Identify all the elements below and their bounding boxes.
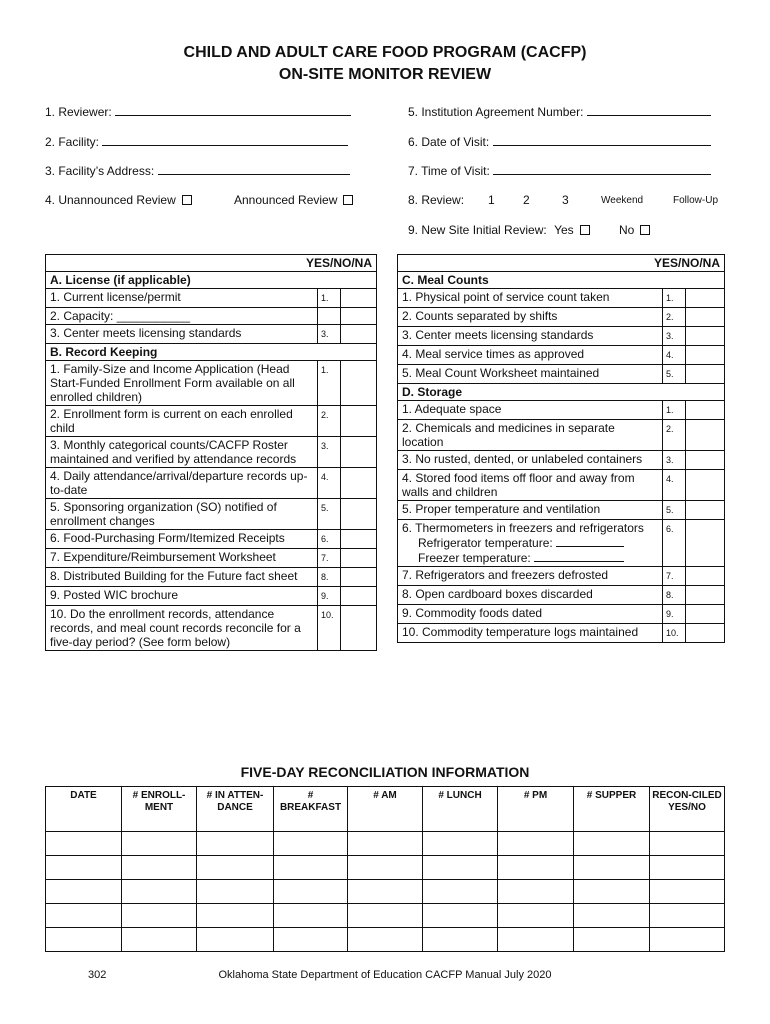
table-cell[interactable] xyxy=(574,880,650,904)
item-number xyxy=(318,308,341,325)
page-subtitle: ON-SITE MONITOR REVIEW xyxy=(278,66,492,83)
item-number: 4. xyxy=(663,346,686,365)
announced-label: Announced Review xyxy=(234,193,338,207)
item-text: 1. Family-Size and Income Application (Head Start-Funded Enrollment Form available on all enrolled children) xyxy=(46,361,318,406)
item-number: 2. xyxy=(318,406,341,437)
reviewer-label: 1. Reviewer: xyxy=(45,105,112,119)
new-site-label: 9. New Site Initial Review: xyxy=(408,223,547,237)
item-number: 7. xyxy=(318,549,341,568)
table-cell[interactable] xyxy=(498,856,574,880)
refrigerator-temp-blank[interactable] xyxy=(556,535,624,547)
table-cell[interactable] xyxy=(122,856,197,880)
new-site-yes-checkbox[interactable] xyxy=(580,225,590,235)
table-row xyxy=(398,605,725,624)
table-cell[interactable] xyxy=(650,904,725,928)
answer-cell[interactable] xyxy=(341,406,377,437)
item-text: 3. No rusted, dented, or unlabeled containers xyxy=(398,451,663,470)
item-number: 10. xyxy=(663,624,686,643)
item-number: 2. xyxy=(663,420,686,451)
table-row xyxy=(398,346,725,365)
reconciliation-table xyxy=(45,786,725,952)
table-cell[interactable] xyxy=(650,856,725,880)
address-field[interactable] xyxy=(45,163,350,178)
col-supper: # SUPPER xyxy=(574,787,650,832)
item-text: 10. Do the enrollment records, attendance records, and meal count records reconcile for a five-day period? (See form below) xyxy=(46,606,318,651)
table-row xyxy=(46,856,725,880)
table-cell[interactable] xyxy=(423,904,498,928)
table-row xyxy=(398,501,725,520)
table-cell[interactable] xyxy=(498,928,574,952)
freezer-temp-blank[interactable] xyxy=(534,550,624,562)
item-text: 4. Stored food items off floor and away from walls and children xyxy=(398,470,663,501)
table-cell[interactable] xyxy=(650,832,725,856)
table-row xyxy=(398,470,725,501)
table-cell[interactable] xyxy=(122,904,197,928)
answer-cell[interactable] xyxy=(686,401,725,420)
answer-cell[interactable] xyxy=(686,346,725,365)
table-cell[interactable] xyxy=(46,880,122,904)
table-row xyxy=(46,499,377,530)
table-cell[interactable] xyxy=(423,856,498,880)
page-title: CHILD AND ADULT CARE FOOD PROGRAM (CACFP) xyxy=(183,44,587,61)
table-cell[interactable] xyxy=(574,856,650,880)
table-cell[interactable] xyxy=(348,832,423,856)
item-number: 3. xyxy=(318,325,341,344)
item-number: 3. xyxy=(318,437,341,468)
section-c-heading: C. Meal Counts xyxy=(398,272,725,289)
item-text: 2. Enrollment form is current on each enrolled child xyxy=(46,406,318,437)
review-label: 8. Review: xyxy=(408,193,465,207)
table-row xyxy=(46,587,377,606)
item-number: 7. xyxy=(663,567,686,586)
table-row xyxy=(398,520,725,567)
item-number: 1. xyxy=(663,289,686,308)
answer-cell[interactable] xyxy=(341,530,377,549)
table-cell[interactable] xyxy=(197,904,274,928)
table-row xyxy=(398,289,725,308)
agreement-blank[interactable] xyxy=(587,104,711,116)
item-text: 4. Meal service times as approved xyxy=(398,346,663,365)
table-cell[interactable] xyxy=(274,832,348,856)
table-row xyxy=(46,530,377,549)
item-text: 10. Commodity temperature logs maintained xyxy=(398,624,663,643)
table-cell[interactable] xyxy=(46,832,122,856)
col-attendance: # IN ATTEN-DANCE xyxy=(197,787,274,832)
section-d-heading: D. Storage xyxy=(398,384,725,401)
answer-cell[interactable] xyxy=(341,606,377,651)
item-text: 6. Food-Purchasing Form/Itemized Receipts xyxy=(46,530,318,549)
item-number: 4. xyxy=(318,468,341,499)
item-number: 5. xyxy=(318,499,341,530)
item-text: 7. Expenditure/Reimbursement Worksheet xyxy=(46,549,318,568)
page-number: 302 xyxy=(88,969,107,981)
table-row xyxy=(398,420,725,451)
time-field[interactable] xyxy=(408,163,711,178)
answer-cell[interactable] xyxy=(686,470,725,501)
item-number: 1. xyxy=(663,401,686,420)
table-cell[interactable] xyxy=(423,928,498,952)
table-row xyxy=(46,904,725,928)
announced-field[interactable] xyxy=(234,193,353,207)
col-breakfast: # BREAKFAST xyxy=(274,787,348,832)
answer-cell[interactable] xyxy=(686,420,725,451)
item-number: 6. xyxy=(318,530,341,549)
table-cell[interactable] xyxy=(498,880,574,904)
answer-cell[interactable] xyxy=(686,451,725,470)
table-cell[interactable] xyxy=(650,928,725,952)
time-blank[interactable] xyxy=(493,163,711,175)
reviewer-field[interactable] xyxy=(45,104,351,119)
item-text: 3. Monthly categorical counts/CACFP Roster maintained and verified by attendance records xyxy=(46,437,318,468)
section-a-heading: A. License (if applicable) xyxy=(46,272,377,289)
answer-cell[interactable] xyxy=(341,568,377,587)
item-text: 3. Center meets licensing standards xyxy=(398,327,663,346)
table-cell[interactable] xyxy=(197,880,274,904)
item-number: 5. xyxy=(663,365,686,384)
table-cell[interactable] xyxy=(574,904,650,928)
answer-cell[interactable] xyxy=(686,605,725,624)
item-text: 2. Capacity: ___________ xyxy=(46,308,318,325)
col-enrollment: # ENROLL-MENT xyxy=(122,787,197,832)
table-cell[interactable] xyxy=(348,928,423,952)
item-text: 8. Distributed Building for the Future fact sheet xyxy=(46,568,318,587)
item-text: 2. Counts separated by shifts xyxy=(398,308,663,327)
table-cell[interactable] xyxy=(274,904,348,928)
table-cell[interactable] xyxy=(46,856,122,880)
table-cell[interactable] xyxy=(122,880,197,904)
table-row xyxy=(398,365,725,384)
table-cell[interactable] xyxy=(197,832,274,856)
reviewer-blank[interactable] xyxy=(115,104,351,116)
table-cell[interactable] xyxy=(197,928,274,952)
table-row xyxy=(398,401,725,420)
answer-cell[interactable] xyxy=(341,325,377,344)
table-row xyxy=(46,468,377,499)
left-checklist-table xyxy=(45,254,377,651)
new-site-field[interactable] xyxy=(408,223,650,237)
table-cell[interactable] xyxy=(498,904,574,928)
table-cell[interactable] xyxy=(498,832,574,856)
table-row xyxy=(46,928,725,952)
date-field[interactable] xyxy=(408,134,711,149)
table-row xyxy=(46,832,725,856)
answer-cell[interactable] xyxy=(341,289,377,308)
footer-source: Oklahoma State Department of Education CACFP Manual July 2020 xyxy=(218,969,552,981)
unannounced-label: 4. Unannounced Review xyxy=(45,193,176,207)
answer-cell[interactable] xyxy=(686,365,725,384)
item-number: 3. xyxy=(663,451,686,470)
item-text: 2. Chemicals and medicines in separate location xyxy=(398,420,663,451)
item-number: 1. xyxy=(318,289,341,308)
answer-cell[interactable] xyxy=(341,468,377,499)
facility-field[interactable] xyxy=(45,134,348,149)
table-row xyxy=(398,451,725,470)
table-cell[interactable] xyxy=(574,832,650,856)
review-option-2[interactable]: 2 xyxy=(523,193,530,207)
table-cell[interactable] xyxy=(348,856,423,880)
answer-cell[interactable] xyxy=(686,308,725,327)
address-label: 3. Facility’s Address: xyxy=(45,164,155,178)
item-number: 8. xyxy=(318,568,341,587)
col-am: # AM xyxy=(348,787,423,832)
answer-cell[interactable] xyxy=(686,501,725,520)
item-text: 3. Center meets licensing standards xyxy=(46,325,318,344)
item-number: 9. xyxy=(318,587,341,606)
table-cell[interactable] xyxy=(650,880,725,904)
facility-label: 2. Facility: xyxy=(45,135,100,149)
new-site-yes-label: Yes xyxy=(554,223,574,237)
table-row xyxy=(398,586,725,605)
item-text: 1. Adequate space xyxy=(398,401,663,420)
table-row xyxy=(46,549,377,568)
table-cell[interactable] xyxy=(122,928,197,952)
item-number: 1. xyxy=(318,361,341,406)
time-label: 7. Time of Visit: xyxy=(408,164,490,178)
answer-cell[interactable] xyxy=(341,361,377,406)
item-text: 5. Meal Count Worksheet maintained xyxy=(398,365,663,384)
answer-cell[interactable] xyxy=(686,586,725,605)
unannounced-checkbox[interactable] xyxy=(182,195,192,205)
item-text: 1. Current license/permit xyxy=(46,289,318,308)
answer-cell[interactable] xyxy=(341,549,377,568)
table-cell[interactable] xyxy=(348,880,423,904)
item-number: 9. xyxy=(663,605,686,624)
new-site-no-checkbox[interactable] xyxy=(640,225,650,235)
table-cell[interactable] xyxy=(274,880,348,904)
facility-blank[interactable] xyxy=(102,134,348,146)
item-number: 2. xyxy=(663,308,686,327)
item-text: 5. Sponsoring organization (SO) notified of enrollment changes xyxy=(46,499,318,530)
item-text: 5. Proper temperature and ventilation xyxy=(398,501,663,520)
refrigerator-temp-label: Refrigerator temperature: xyxy=(418,536,553,550)
table-row xyxy=(398,567,725,586)
thermometer-item-text: 6. Thermometers in freezers and refrigerators xyxy=(402,521,644,535)
table-cell[interactable] xyxy=(423,832,498,856)
table-row xyxy=(46,325,377,344)
table-cell[interactable] xyxy=(423,880,498,904)
right-checklist-table xyxy=(397,254,725,643)
yes-no-na-header: YES/NO/NA xyxy=(46,255,377,272)
date-label: 6. Date of Visit: xyxy=(408,135,490,149)
item-text: 1. Physical point of service count taken xyxy=(398,289,663,308)
item-number: 4. xyxy=(663,470,686,501)
address-blank[interactable] xyxy=(158,163,350,175)
item-number: 6. xyxy=(663,520,686,567)
item-number: 10. xyxy=(318,606,341,651)
table-row xyxy=(398,308,725,327)
item-text: 7. Refrigerators and freezers defrosted xyxy=(398,567,663,586)
table-row xyxy=(46,308,377,325)
reconciliation-title: FIVE-DAY RECONCILIATION INFORMATION xyxy=(240,764,530,780)
table-row xyxy=(46,406,377,437)
answer-cell[interactable] xyxy=(341,437,377,468)
agreement-field[interactable] xyxy=(408,104,711,119)
answer-cell[interactable] xyxy=(341,587,377,606)
table-row xyxy=(398,327,725,346)
new-site-no-label: No xyxy=(619,223,635,237)
table-row xyxy=(46,289,377,308)
item-text: 9. Commodity foods dated xyxy=(398,605,663,624)
freezer-temp-label: Freezer temperature: xyxy=(418,551,531,565)
item-number: 5. xyxy=(663,501,686,520)
item-number: 8. xyxy=(663,586,686,605)
answer-cell[interactable] xyxy=(341,308,377,325)
col-reconciled: RECON-CILED YES/NO xyxy=(650,787,725,832)
answer-cell[interactable] xyxy=(686,624,725,643)
col-lunch: # LUNCH xyxy=(423,787,498,832)
announced-checkbox[interactable] xyxy=(343,195,353,205)
table-row xyxy=(398,624,725,643)
table-cell[interactable] xyxy=(348,904,423,928)
table-row xyxy=(46,437,377,468)
unannounced-field[interactable] xyxy=(45,193,192,207)
item-text: 4. Daily attendance/arrival/departure records up-to-date xyxy=(46,468,318,499)
table-cell[interactable] xyxy=(46,904,122,928)
col-pm: # PM xyxy=(498,787,574,832)
review-option-1[interactable]: 1 xyxy=(488,193,495,207)
table-row xyxy=(46,361,377,406)
section-b-heading: B. Record Keeping xyxy=(46,344,377,361)
table-row xyxy=(46,568,377,587)
table-cell[interactable] xyxy=(197,856,274,880)
table-cell[interactable] xyxy=(122,832,197,856)
item-text xyxy=(398,520,663,567)
answer-cell[interactable] xyxy=(686,520,725,567)
table-row xyxy=(46,880,725,904)
item-text: 8. Open cardboard boxes discarded xyxy=(398,586,663,605)
table-row xyxy=(46,606,377,651)
table-cell[interactable] xyxy=(46,928,122,952)
answer-cell[interactable] xyxy=(686,567,725,586)
date-blank[interactable] xyxy=(493,134,711,146)
item-number: 3. xyxy=(663,327,686,346)
answer-cell[interactable] xyxy=(686,327,725,346)
answer-cell[interactable] xyxy=(686,289,725,308)
freezer-temp-field[interactable] xyxy=(402,550,658,565)
table-cell[interactable] xyxy=(274,928,348,952)
col-date: DATE xyxy=(46,787,122,832)
review-option-3[interactable]: 3 xyxy=(562,193,569,207)
table-cell[interactable] xyxy=(274,856,348,880)
table-cell[interactable] xyxy=(574,928,650,952)
answer-cell[interactable] xyxy=(341,499,377,530)
agreement-label: 5. Institution Agreement Number: xyxy=(408,105,584,119)
review-option-follow-up[interactable]: Follow-Up xyxy=(673,195,719,206)
yes-no-na-header: YES/NO/NA xyxy=(398,255,725,272)
review-option-weekend[interactable]: Weekend xyxy=(601,195,644,206)
item-text: 9. Posted WIC brochure xyxy=(46,587,318,606)
refrigerator-temp-field[interactable] xyxy=(402,535,658,550)
